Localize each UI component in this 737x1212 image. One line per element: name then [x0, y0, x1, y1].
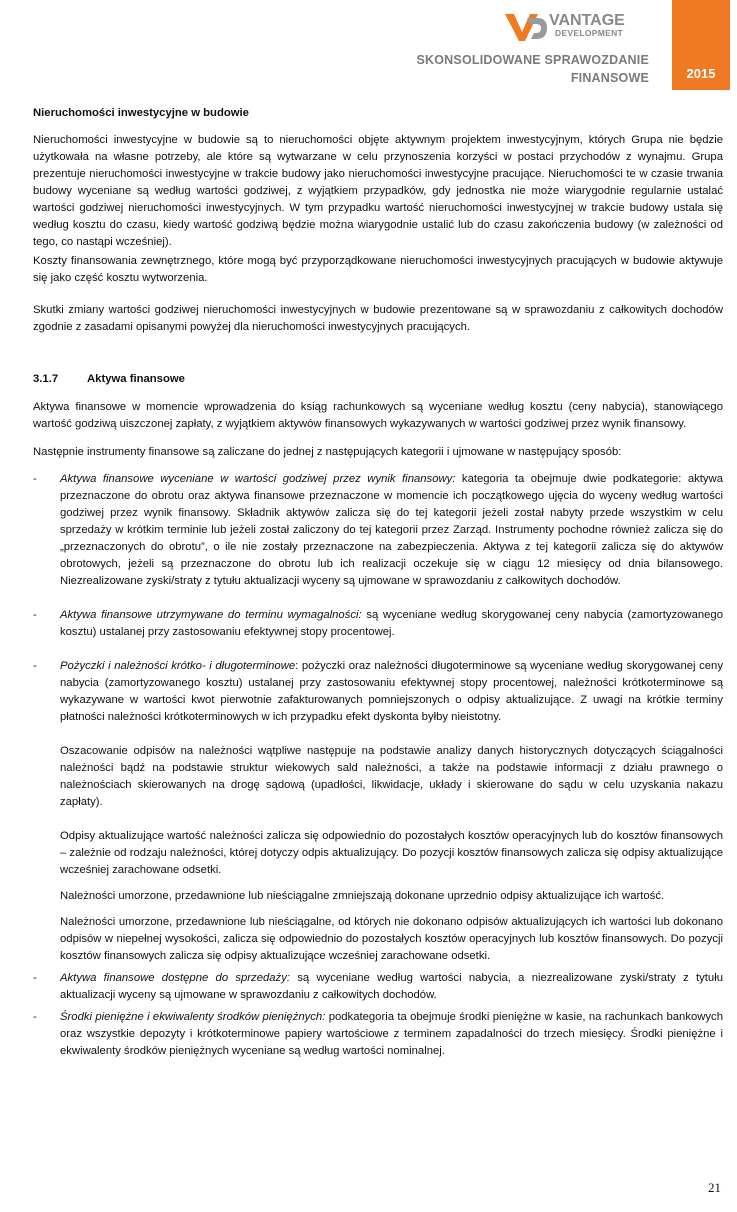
- list-item-text: : pożyczki oraz należności długoterminowe są wyceniane według skorygowanej ceny nabycia (zamortyzowanego kosztu) ustalanej przy zastosowaniu efektywnej stopy procentowej, należności krótkoterminowe są wykazywane w wartości kwot pierwotnie zafakturowanych pomniejszonych o odpisy aktualizujące. Z uwagi na krótkie terminy płatności należności krótkoterminowych w ich przypadku efekt dyskonta byłby nieistotny.: [60, 660, 723, 723]
- year-badge: [672, 0, 730, 90]
- list-item: [33, 1009, 723, 1060]
- logo-sub-text: DEVELOPMENT: [555, 28, 624, 38]
- report-title-line2: FINANSOWE: [570, 71, 649, 85]
- section-title-text: Aktywa finansowe: [87, 373, 185, 385]
- list-sub-paragraph: Należności umorzone, przedawnione lub nieściągalne zmniejszają dokonane uprzednio odpisy aktualizujące ich wartość.: [60, 890, 665, 902]
- list-dash: -: [33, 473, 37, 485]
- list-item: [33, 471, 723, 590]
- year-label: 2015: [686, 66, 716, 81]
- list-item-term: Środki pieniężne i ekwiwalenty środków pieniężnych:: [60, 1011, 326, 1023]
- paragraph: Skutki zmiany wartości godziwej nieruchomości inwestycyjnych w budowie prezentowane są w sprawozdaniu z całkowitych dochodów zgodnie z zasadami opisanymi powyżej dla nieruchomości inwestycyjnych pracujących.: [33, 304, 723, 333]
- list-item: [33, 970, 723, 1004]
- paragraph: Nieruchomości inwestycyjne w budowie są to nieruchomości objęte aktywnym projektem inwestycyjnym, których Grupa nie będzie użytkowała na własne potrzeby, ale które są wytwarzane w celu przynoszenia korzyści w postaci przychodów z wynajmu. Grupa prezentuje nieruchomości inwestycyjne w trakcie budowy jako nieruchomości inwestycyjne pracujące. Nieruchomości te w czasie trwania budowy wyceniane są według wartości godziwej, z wyjątkiem przypadków, gdy jednostka nie może wiarygodnie regularnie ustalać wartości godziwej nieruchomości inwestycyjnych. W tym przypadku wartość nieruchomości inwestycyjnej w trakcie budowy ustala się według kosztu do czasu, kiedy wartość godziwą będzie można wiarygodnie ustalić lub do czasu zakończenia budowy (w zależności od tego, co nastąpi wcześniej).: [33, 134, 723, 248]
- paragraph: Aktywa finansowe w momencie wprowadzenia do ksiąg rachunkowych są wyceniane według kosztu (ceny nabycia), stanowiącego wartość godziwą uiszczonej zapłaty, z wyjątkiem aktywów finansowych wykazywanych w wartości godziwej przez wynik finansowy.: [33, 401, 723, 430]
- section-number: 3.1.7: [33, 373, 59, 385]
- vd-logo-icon: [505, 12, 547, 42]
- report-title: [417, 51, 650, 87]
- list-item-text: są wyceniane według wartości nabycia, a niezrealizowane zyski/straty z tytułu aktualizacji wyceny są ujmowane w sprawozdaniu z całkowitych dochodów.: [60, 972, 723, 1001]
- paragraph: Następnie instrumenty finansowe są zaliczane do jednej z następujących kategorii i ujmowane w następujący sposób:: [33, 446, 622, 458]
- list-sub-paragraph: Odpisy aktualizujące wartość należności zalicza się odpowiednio do pozostałych kosztów operacyjnych lub do kosztów finansowych – zależnie od rodzaju należności, której dotyczy odpis aktualizujący. Do pozycji kosztów finansowych zalicza się odpisy aktualizujące wcześniej zarachowane odsetki.: [60, 830, 723, 876]
- list-item-text: podkategoria ta obejmuje środki pieniężne w kasie, na rachunkach bankowych oraz wszystkie depozyty i krótkoterminowe papiery wartościowe z terminem zapadalności do trzech miesięcy. Środki pieniężne i ekwiwalenty środków pieniężnych wyceniane są według wartości nominalnej.: [60, 1011, 723, 1057]
- list-dash: -: [33, 972, 37, 984]
- list-item-term: Aktywa finansowe wyceniane w wartości godziwej przez wynik finansowy:: [60, 473, 456, 485]
- list-item: [33, 658, 723, 965]
- list-dash: -: [33, 660, 37, 672]
- page-header: [0, 0, 737, 90]
- list-sub-paragraph: Oszacowanie odpisów na należności wątpliwe następuje na podstawie analizy danych historycznych dotyczących ściągalności należności bądź na podstawie struktur wiekowych sald należności, a także na podstawie informacji z działu prawnego o należnościach skierowanych na drogę sądową (upadłości, likwidacje, układy i skierowane do sądu w celu uzyskania nakazu zapłaty).: [60, 745, 723, 808]
- section-title: [33, 371, 723, 388]
- list-sub-paragraph: Należności umorzone, przedawnione lub nieściągalne, od których nie dokonano odpisów aktualizujących ich wartości lub dokonano odpisów w niepełnej wysokości, zalicza się odpowiednio do pozostałych kosztów operacyjnych lub kosztów finansowych. Do pozycji kosztów finansowych zalicza się odpisy aktualizujące wcześniej zarachowane odsetki.: [60, 916, 723, 962]
- list-item-term: Pożyczki i należności krótko- i długoterminowe: [60, 660, 296, 672]
- list-item: [33, 607, 723, 641]
- report-title-line1: SKONSOLIDOWANE SPRAWOZDANIE: [416, 53, 649, 67]
- company-logo: [505, 12, 655, 44]
- list-item-text: są wyceniane według skorygowanej ceny nabycia (zamortyzowanego kosztu) ustalanej przy zastosowaniu efektywnej stopy procentowej.: [60, 609, 723, 638]
- paragraph: Koszty finansowania zewnętrznego, które mogą być przyporządkowane nieruchomości inwestycyjnych pracujących w budowie aktywuje się jako część kosztu wytworzenia.: [33, 255, 723, 284]
- list-item-term: Aktywa finansowe dostępne do sprzedaży:: [60, 972, 290, 984]
- page-number: 21: [708, 1180, 721, 1195]
- list-item-text: kategoria ta obejmuje dwie podkategorie: aktywa przeznaczone do obrotu oraz aktywa finansowe przeznaczone w momencie ich początkowego ujęcia do wyceny według wartości godziwej przez wynik finansowy. Składnik aktywów zalicza się do tej kategorii jeżeli został nabyty przede wszystkim w celu sprzedaży w krótkim terminie lub jeżeli został zaliczony do tej kategorii przez Zarząd. Instrumenty pochodne również zalicza się do „przeznaczonych do obrotu”, o ile nie zostały przeznaczone na zabezpieczenia. Aktywa z tej kategorii zalicza się do aktywów obrotowych, jeżeli są przeznaczone do obrotu lub ich realizacji oczekuje się w ciągu 12 miesięcy od dnia bilansowego. Niezrealizowane zyski/straty z tytułu aktualizacji wyceny są ujmowane w sprawozdaniu z całkowitych dochodów.: [60, 473, 723, 587]
- list-dash: -: [33, 1011, 37, 1023]
- list-item-term: Aktywa finansowe utrzymywane do terminu wymagalności:: [60, 609, 362, 621]
- list-dash: -: [33, 609, 37, 621]
- section-heading: Nieruchomości inwestycyjne w budowie: [33, 107, 249, 119]
- page-body: [33, 105, 723, 1060]
- logo-main-text: VANTAGE: [549, 12, 625, 29]
